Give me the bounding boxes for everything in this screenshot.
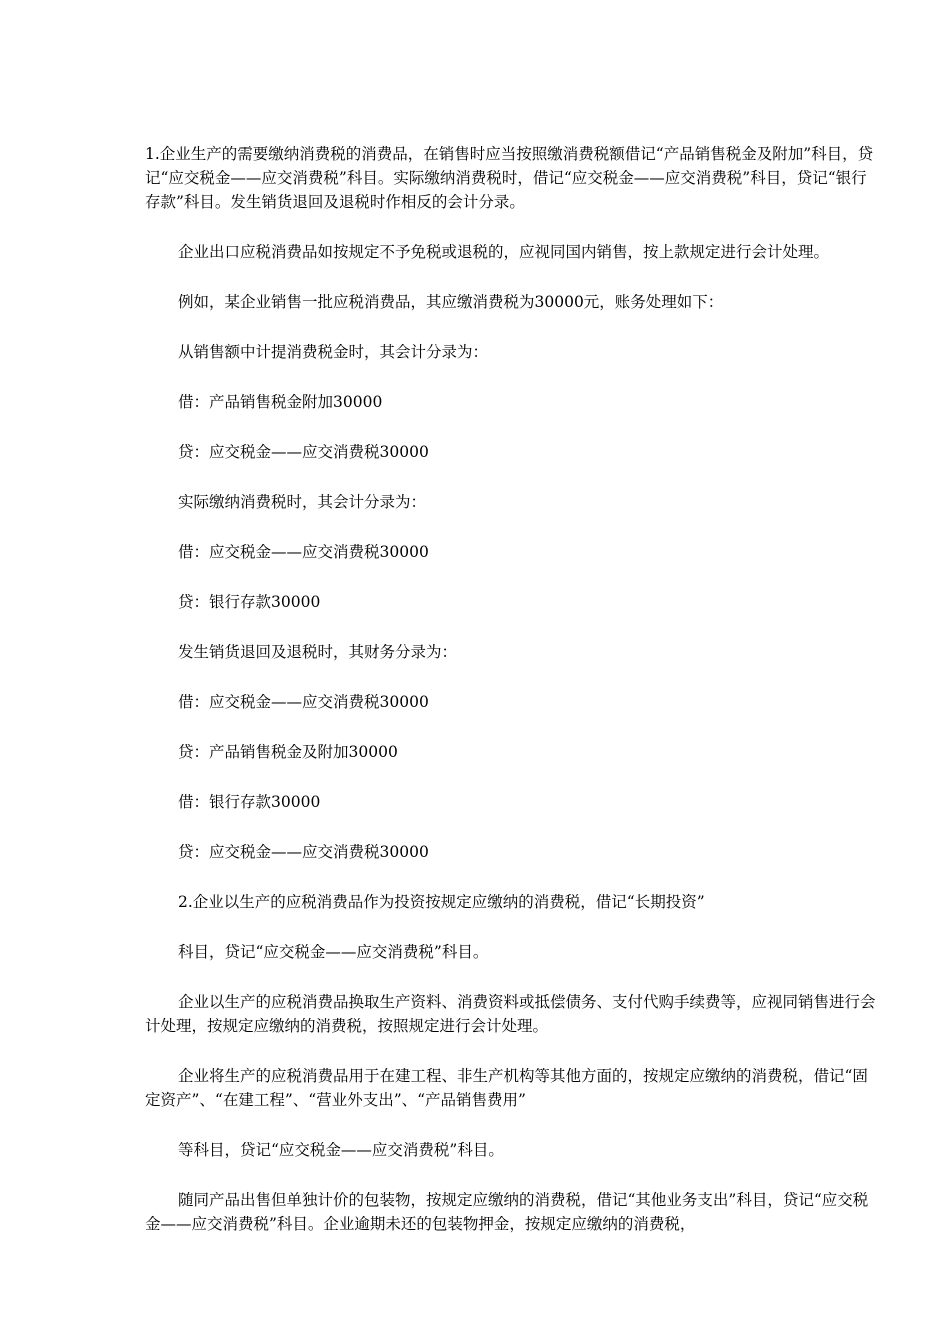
paragraph-10: 企业将生产的应税消费品用于在建工程、非生产机构等其他方面的，按规定应缴纳的消费税，借记“固定资产”、“在建工程”、“营业外支出”、“产品销售费用” (145, 1067, 868, 1109)
paragraph-6: 发生销货退回及退税时，其财务分录为： (178, 643, 458, 661)
entry-credit-3: 贷：产品销售税金及附加30000 (178, 743, 398, 761)
entry-credit-2: 贷：银行存款30000 (178, 593, 321, 611)
paragraph-7: 2.企业以生产的应税消费品作为投资按规定应缴纳的消费税，借记“长期投资” (178, 893, 705, 911)
paragraph-2: 企业出口应税消费品如按规定不予免税或退税的，应视同国内销售，按上款规定进行会计处理。 (178, 243, 830, 261)
paragraph-1: 1.企业生产的需要缴纳消费税的消费品，在销售时应当按照缴消费税额借记“产品销售税金及附加”科目，贷记“应交税金——应交消费税”科目。实际缴纳消费税时，借记“应交税金——应交消费税”科目，贷记“银行存款”科目。发生销货退回及退税时作相反的会计分录。 (145, 145, 874, 211)
paragraph-3: 例如，某企业销售一批应税消费品，其应缴消费税为30000元，账务处理如下： (178, 293, 724, 311)
paragraph-12: 随同产品出售但单独计价的包装物，按规定应缴纳的消费税，借记“其他业务支出”科目，贷记“应交税金——应交消费税”科目。企业逾期未还的包装物押金，按规定应缴纳的消费税， (145, 1191, 869, 1233)
entry-debit-2: 借：应交税金——应交消费税30000 (178, 543, 429, 561)
paragraph-5: 实际缴纳消费税时，其会计分录为： (178, 493, 427, 511)
paragraph-8: 科目，贷记“应交税金——应交消费税”科目。 (178, 943, 489, 961)
entry-credit-4: 贷：应交税金——应交消费税30000 (178, 843, 429, 861)
paragraph-9: 企业以生产的应税消费品换取生产资料、消费资料或抵偿债务、支付代购手续费等，应视同销售进行会计处理，按规定应缴纳的消费税，按照规定进行会计处理。 (145, 993, 876, 1035)
paragraph-11: 等科目，贷记“应交税金——应交消费税”科目。 (178, 1141, 504, 1159)
entry-debit-4: 借：银行存款30000 (178, 793, 321, 811)
entry-debit-1: 借：产品销售税金附加30000 (178, 393, 383, 411)
entry-debit-3: 借：应交税金——应交消费税30000 (178, 693, 429, 711)
entry-credit-1: 贷：应交税金——应交消费税30000 (178, 443, 429, 461)
paragraph-4: 从销售额中计提消费税金时，其会计分录为： (178, 343, 489, 361)
document-body (145, 142, 877, 1262)
